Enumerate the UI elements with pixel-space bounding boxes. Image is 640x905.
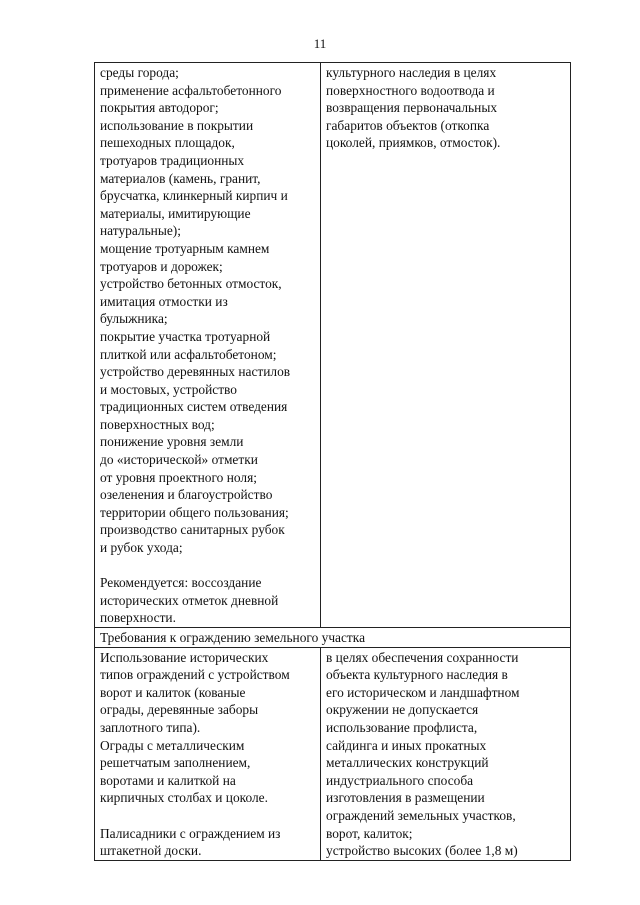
text-line: устройство бетонных отмосток,: [100, 276, 282, 292]
text-line: мощение тротуарным камнем: [100, 240, 270, 256]
text-line: использование профлиста,: [326, 719, 478, 735]
text-line: сайдинга и иных прокатных: [326, 737, 487, 753]
text-line: территории общего пользования;: [100, 504, 289, 520]
text-line: заплотного типа).: [100, 719, 201, 735]
text-line: покрытие участка тротуарной: [100, 328, 271, 344]
text-line: его историческом и ландшафтном: [326, 684, 520, 700]
row1-right-list: [326, 64, 565, 152]
text-line: габаритов объектов (откопка: [326, 117, 490, 133]
text-line: плиткой или асфальтобетоном;: [100, 346, 277, 362]
text-line: и мостовых, устройство: [100, 381, 237, 397]
text-line: поверхностных вод;: [100, 416, 215, 432]
text-line: Ограды с металлическим: [100, 737, 245, 753]
row2-left-list: [100, 649, 315, 807]
section-header-row: [95, 628, 571, 648]
text-line: булыжника;: [100, 311, 168, 327]
text-line: использование в покрытии: [100, 117, 254, 133]
text-line: материалы, имитирующие: [100, 205, 251, 221]
text-line: устройство высоких (более 1,8 м): [326, 843, 518, 859]
text-line: применение асфальтобетонного: [100, 82, 282, 98]
text-line: от уровня проектного ноля;: [100, 469, 257, 485]
text-line: до «исторической» отметки: [100, 452, 258, 468]
text-line: материалов (камень, гранит,: [100, 170, 261, 186]
text-line: ограждений земельных участков,: [326, 807, 516, 823]
row2-right-cell: [321, 647, 571, 860]
text-line: ворот и калиток (кованые: [100, 684, 246, 700]
text-line: устройство деревянных настилов: [100, 364, 291, 380]
text-line: ворот, калиток;: [326, 825, 413, 841]
text-line: цоколей, приямков, отмосток).: [326, 135, 501, 151]
table-row: [95, 63, 571, 628]
table-row: [95, 647, 571, 860]
text-line: воротами и калиткой на: [100, 772, 236, 788]
page-number: 11: [313, 36, 327, 51]
text-line: традиционных систем отведения: [100, 399, 288, 415]
row2-left-cell: [95, 647, 321, 860]
text-line: в целях обеспечения сохранности: [326, 649, 519, 665]
text-line: поверхностного водоотвода и: [326, 82, 495, 98]
text-line: решетчатым заполнением,: [100, 755, 251, 771]
text-line: Использование исторических: [100, 649, 269, 665]
text-line: возвращения первоначальных: [326, 100, 498, 116]
row1-right-cell: [321, 63, 571, 628]
row1-left-cell: [95, 63, 321, 628]
section-header: Требования к ограждению земельного участка: [95, 628, 571, 648]
text-line: индустриального способа: [326, 772, 474, 788]
text-line: ограды, деревянные заборы: [100, 702, 259, 718]
requirements-table: [94, 62, 571, 861]
text-line: брусчатка, клинкерный кирпич и: [100, 188, 288, 204]
text-line: среды города;: [100, 65, 179, 80]
text-line: пешеходных площадок,: [100, 135, 235, 151]
row2-note: [100, 825, 315, 860]
text-line: штакетной доски.: [100, 843, 202, 859]
text-line: Палисадники с ограждением из: [100, 825, 281, 841]
text-line: кирпичных столбах и цоколе.: [100, 790, 268, 806]
text-line: объекта культурного наследия в: [326, 667, 508, 683]
text-line: типов ограждений с устройством: [100, 667, 290, 683]
text-line: поверхности.: [100, 610, 176, 626]
text-line: озеленения и благоустройство: [100, 487, 273, 503]
text-line: тротуаров традиционных: [100, 152, 245, 168]
text-line: производство санитарных рубок: [100, 522, 285, 538]
row1-recommendation: [100, 574, 315, 627]
row1-left-list: [100, 64, 315, 557]
row2-right-list: [326, 649, 565, 860]
text-line: имитация отмостки из: [100, 293, 228, 309]
text-line: окружении не допускается: [326, 702, 479, 718]
text-line: и рубок ухода;: [100, 540, 183, 556]
text-line: тротуаров и дорожек;: [100, 258, 223, 274]
text-line: понижение уровня земли: [100, 434, 244, 450]
text-line: исторических отметок дневной: [100, 592, 279, 608]
text-line: культурного наследия в целях: [326, 65, 497, 80]
text-line: изготовления в размещении: [326, 790, 485, 806]
text-line: натуральные);: [100, 223, 181, 239]
text-line: покрытия автодорог;: [100, 100, 219, 116]
text-line: металлических конструкций: [326, 755, 489, 771]
text-line: Рекомендуется: воссоздание: [100, 575, 262, 591]
